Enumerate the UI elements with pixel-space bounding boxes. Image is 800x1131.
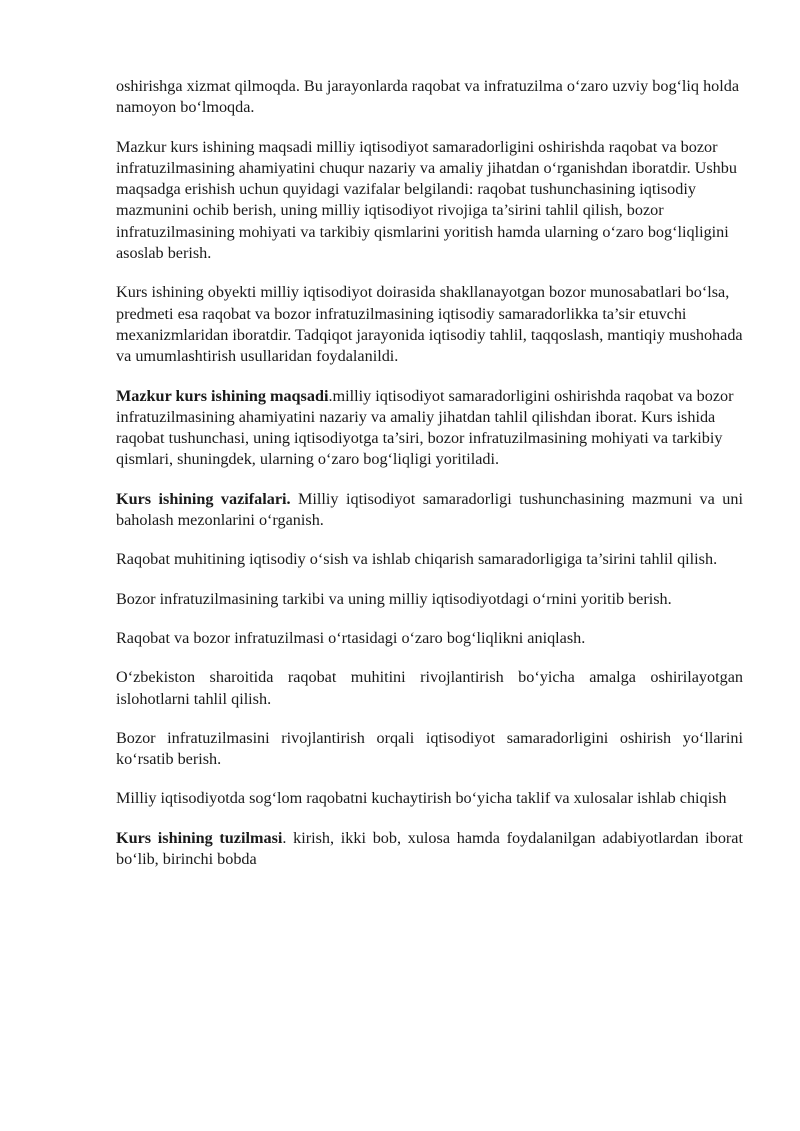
paragraph-task-infrastructure <box>116 589 743 610</box>
paragraph-task-efficiency <box>116 728 743 771</box>
paragraph-course-purpose <box>116 386 743 471</box>
paragraph-text: O‘zbekiston sharoitida raqobat muhitini rivojlantirish bo‘yicha amalga oshirilayotgan islohotlarni tahlil qilish. <box>116 668 743 708</box>
paragraph-heading: Kurs ishining tuzilmasi <box>116 828 283 847</box>
paragraph-text: oshirishga xizmat qilmoqda. Bu jarayonlarda raqobat va infratuzilma o‘zaro uzviy bog‘liq holda namoyon bo‘lmoqda. <box>116 77 740 117</box>
paragraph-text: .milliy iqtisodiyot samaradorligini oshirishda raqobat va bozor infratuzilmasining ahamiyatini nazariy va amaliy jihatdan tahlil qilishdan iborat. Kurs ishida raqobat tushunchasi, uning iqtisodiyotga ta’siri, bozor infratuzilmasining mohiyati va tarkibiy qismlari, shuningdek, ularning o‘zaro bog‘liqligi yoritiladi. <box>116 386 734 469</box>
paragraph-purpose-tasks <box>116 137 743 265</box>
paragraph-task-competition <box>116 549 743 570</box>
paragraph-task-proposals <box>116 788 743 809</box>
paragraph-course-tasks <box>116 489 743 532</box>
paragraph-text: Milliy iqtisodiyot samaradorligi tushunchasining mazmuni va uni baholash mezonlarini o‘rganish. <box>116 489 743 530</box>
paragraph-text: Bozor infratuzilmasining tarkibi va uning milliy iqtisodiyotdagi o‘rnini yoritib berish. <box>116 589 672 608</box>
paragraph-text: . kirish, ikki bob, xulosa hamda foydalanilgan adabiyotlardan iborat bo‘lib, birinchi bobda <box>116 828 743 869</box>
paragraph-heading: Kurs ishining vazifalari. <box>116 489 291 508</box>
paragraph-intro-continuation <box>116 76 743 119</box>
paragraph-text: Kurs ishining obyekti milliy iqtisodiyot doirasida shakllanayotgan bozor munosabatlari bo‘lsa, predmeti esa raqobat va bozor infratuzilmasining iqtisodiy samaradorlikka ta’sir etuvchi mexanizmlaridan iboratdir. Tadqiqot jarayonida iqtisodiy tahlil, taqqoslash, mantiqiy mushohada va umumlashtirish usullaridan foydalanildi. <box>116 283 743 366</box>
paragraph-object-subject <box>116 282 743 367</box>
paragraph-heading: Mazkur kurs ishining maqsadi <box>116 386 329 405</box>
paragraph-text: Bozor infratuzilmasini rivojlantirish orqali iqtisodiyot samaradorligini oshirish yo‘llarini ko‘rsatib berish. <box>116 728 743 769</box>
document-page <box>116 76 743 870</box>
paragraph-text: Raqobat muhitining iqtisodiy o‘sish va ishlab chiqarish samaradorligiga ta’sirini tahlil qilish. <box>116 550 718 569</box>
paragraph-text: Raqobat va bozor infratuzilmasi o‘rtasidagi o‘zaro bog‘liqlikni aniqlash. <box>116 628 586 647</box>
paragraph-task-reforms <box>116 667 743 710</box>
paragraph-task-relationship <box>116 628 743 649</box>
paragraph-text: Milliy iqtisodiyotda sog‘lom raqobatni kuchaytirish bo‘yicha taklif va xulosalar ishlab chiqish <box>116 789 727 808</box>
paragraph-text: Mazkur kurs ishining maqsadi milliy iqtisodiyot samaradorligini oshirishda raqobat va bozor infratuzilmasining ahamiyatini chuqur nazariy va amaliy jihatdan o‘rganishdan iboratdir. Ushbu maqsadga erishish uchun quyidagi vazifalar belgilandi: raqobat tushunchasining iqtisodiy mazmunini ochib berish, uning milliy iqtisodiyot rivojiga ta’sirini tahlil qilish, bozor infratuzilmasining mohiyati va tarkibiy qismlarini yoritish hamda ularning o‘zaro bog‘liqligini asoslab berish. <box>116 137 737 263</box>
paragraph-course-structure <box>116 828 743 871</box>
